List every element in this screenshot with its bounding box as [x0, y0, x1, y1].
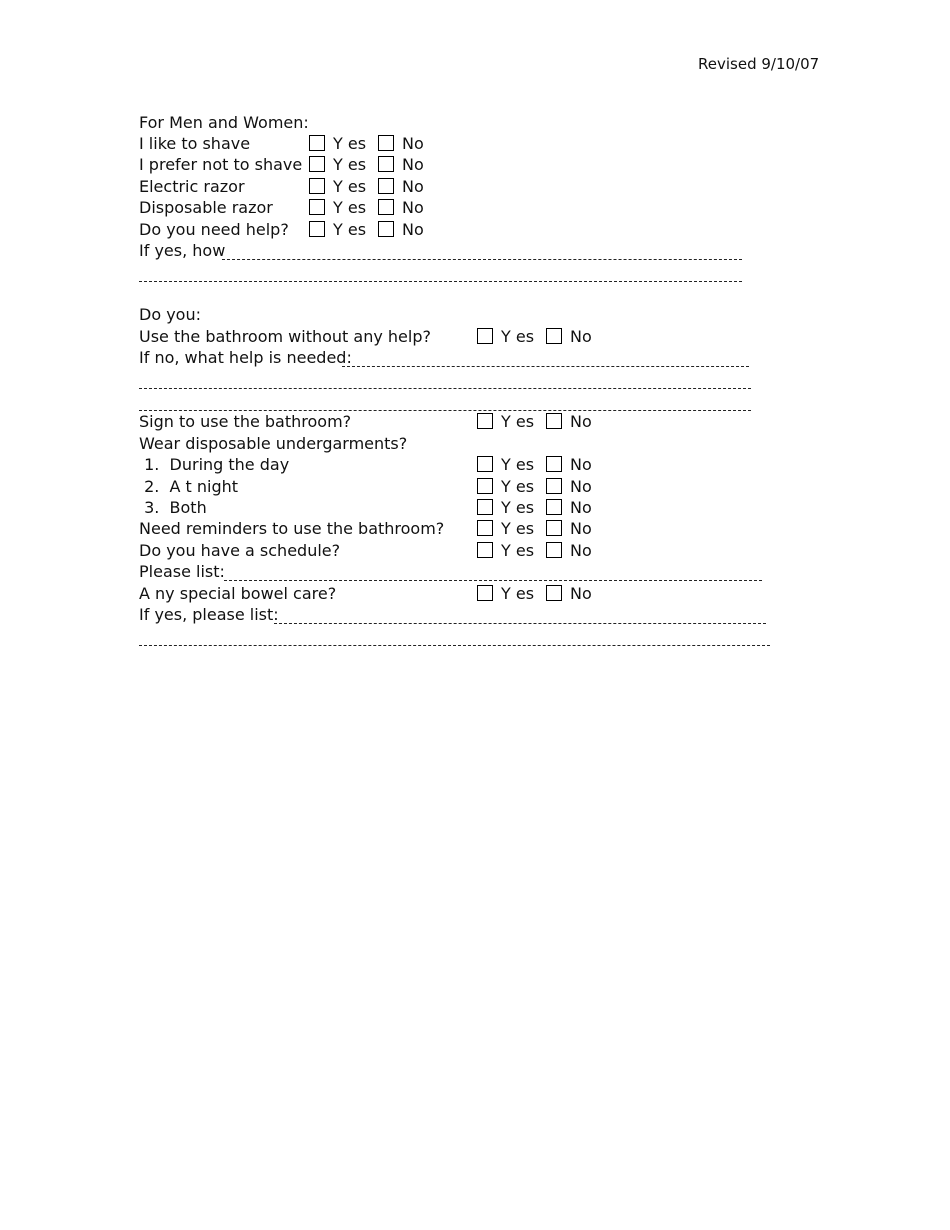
checkbox-electric-razor-no[interactable]: [378, 178, 394, 194]
revision-date: Revised 9/10/07: [698, 55, 820, 73]
option-no-label: No: [570, 477, 592, 496]
checkbox-at-night-no[interactable]: [546, 478, 562, 494]
option-no-label: No: [570, 498, 592, 517]
checkbox-need-reminders-yes[interactable]: [477, 520, 493, 536]
option-yes-label: Y es: [501, 584, 535, 603]
checkbox-have-schedule-yes[interactable]: [477, 542, 493, 558]
answer-line-help-needed-2[interactable]: [139, 388, 751, 389]
section-heading-do-you: Do you:: [139, 305, 201, 324]
option-yes-label: Y es: [501, 455, 535, 474]
checkbox-during-day-no[interactable]: [546, 456, 562, 472]
option-no-label: No: [570, 327, 592, 346]
checkbox-bowel-care-no[interactable]: [546, 585, 562, 601]
undergarment-at-night: 2. A t night: [139, 477, 239, 496]
checkbox-need-help-no[interactable]: [378, 221, 394, 237]
option-yes-label: Y es: [501, 327, 535, 346]
option-yes-label: Y es: [333, 198, 367, 217]
answer-line-help-how-2[interactable]: [139, 281, 742, 282]
option-no-label: No: [402, 177, 424, 196]
option-yes-label: Y es: [501, 498, 535, 517]
option-no-label: No: [402, 134, 424, 153]
question-bowel-care: A ny special bowel care?: [139, 584, 337, 603]
checkbox-like-to-shave-no[interactable]: [378, 135, 394, 151]
checkbox-bowel-care-yes[interactable]: [477, 585, 493, 601]
option-yes-label: Y es: [333, 177, 367, 196]
option-no-label: No: [570, 584, 592, 603]
question-sign-bathroom: Sign to use the bathroom?: [139, 412, 352, 431]
question-need-reminders: Need reminders to use the bathroom?: [139, 519, 445, 538]
question-need-help: Do you need help?: [139, 220, 289, 239]
option-no-label: No: [402, 220, 424, 239]
option-yes-label: Y es: [501, 477, 535, 496]
checkbox-both-yes[interactable]: [477, 499, 493, 515]
option-no-label: No: [570, 541, 592, 560]
option-no-label: No: [570, 455, 592, 474]
checkbox-like-to-shave-yes[interactable]: [309, 135, 325, 151]
option-yes-label: Y es: [333, 134, 367, 153]
option-yes-label: Y es: [501, 412, 535, 431]
checkbox-disposable-razor-no[interactable]: [378, 199, 394, 215]
question-like-to-shave: I like to shave: [139, 134, 251, 153]
checkbox-prefer-not-shave-yes[interactable]: [309, 156, 325, 172]
question-prefer-not-shave: I prefer not to shave: [139, 155, 303, 174]
answer-line-help-needed-1[interactable]: [342, 366, 749, 367]
followup-if-yes-how: If yes, how: [139, 241, 226, 260]
question-have-schedule: Do you have a schedule?: [139, 541, 341, 560]
question-disposable-undergarments: Wear disposable undergarments?: [139, 434, 408, 453]
checkbox-at-night-yes[interactable]: [477, 478, 493, 494]
checkbox-bathroom-no-help-no[interactable]: [546, 328, 562, 344]
checkbox-need-reminders-no[interactable]: [546, 520, 562, 536]
answer-line-help-needed-3[interactable]: [139, 410, 751, 411]
checkbox-sign-bathroom-no[interactable]: [546, 413, 562, 429]
option-yes-label: Y es: [501, 519, 535, 538]
option-no-label: No: [570, 519, 592, 538]
checkbox-bathroom-no-help-yes[interactable]: [477, 328, 493, 344]
undergarment-both: 3. Both: [139, 498, 207, 517]
checkbox-both-no[interactable]: [546, 499, 562, 515]
checkbox-need-help-yes[interactable]: [309, 221, 325, 237]
followup-help-needed: If no, what help is needed:: [139, 348, 352, 367]
followup-bowel-please-list: If yes, please list:: [139, 605, 279, 624]
option-yes-label: Y es: [333, 220, 367, 239]
option-yes-label: Y es: [501, 541, 535, 560]
section-heading-men-women: For Men and Women:: [139, 113, 309, 132]
question-electric-razor: Electric razor: [139, 177, 245, 196]
option-no-label: No: [570, 412, 592, 431]
question-bathroom-no-help: Use the bathroom without any help?: [139, 327, 431, 346]
question-disposable-razor: Disposable razor: [139, 198, 273, 217]
checkbox-disposable-razor-yes[interactable]: [309, 199, 325, 215]
checkbox-have-schedule-no[interactable]: [546, 542, 562, 558]
answer-line-bowel-1[interactable]: [274, 623, 766, 624]
checkbox-during-day-yes[interactable]: [477, 456, 493, 472]
followup-please-list: Please list:: [139, 562, 225, 581]
checkbox-prefer-not-shave-no[interactable]: [378, 156, 394, 172]
undergarment-during-day: 1. During the day: [139, 455, 290, 474]
answer-line-help-how-1[interactable]: [222, 259, 742, 260]
checkbox-sign-bathroom-yes[interactable]: [477, 413, 493, 429]
option-yes-label: Y es: [333, 155, 367, 174]
answer-line-bowel-2[interactable]: [139, 645, 770, 646]
option-no-label: No: [402, 198, 424, 217]
checkbox-electric-razor-yes[interactable]: [309, 178, 325, 194]
answer-line-schedule[interactable]: [224, 580, 762, 581]
option-no-label: No: [402, 155, 424, 174]
